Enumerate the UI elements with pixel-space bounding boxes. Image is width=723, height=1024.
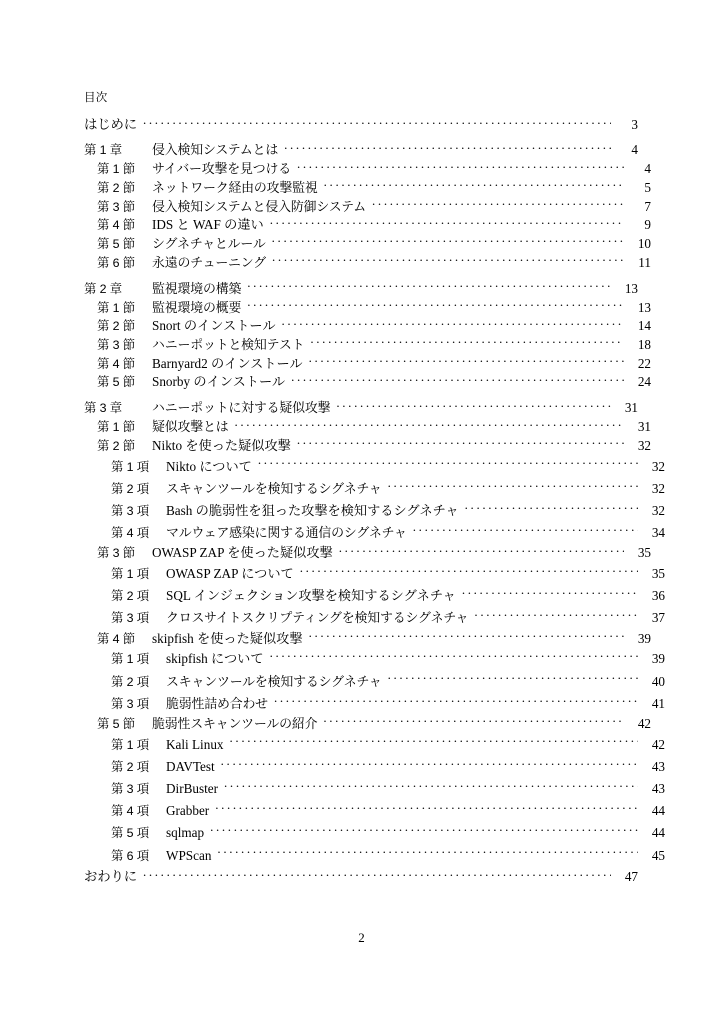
toc-leader-dots xyxy=(309,630,624,643)
toc-entry-title: 永遠のチューニング xyxy=(152,254,267,270)
toc-entry-page-number: 32 xyxy=(651,502,665,518)
toc-entry-number: 第 2 節 xyxy=(97,438,136,453)
toc-entry-number: 第 5 節 xyxy=(97,237,136,252)
toc-entry[interactable] xyxy=(84,822,665,844)
toc-leader-dots xyxy=(324,179,624,192)
toc-leader-dots xyxy=(462,587,638,600)
toc-entry-number: 第 3 節 xyxy=(97,199,136,214)
toc-leader-dots xyxy=(339,544,624,557)
toc-entry-number: 第 3 項 xyxy=(111,696,150,711)
toc-entry[interactable] xyxy=(84,355,651,374)
toc-entry-page-number: 42 xyxy=(651,736,665,752)
toc-entry-number: 第 1 項 xyxy=(111,567,150,581)
toc-entry[interactable] xyxy=(84,585,665,607)
toc-entry-page-number: 14 xyxy=(637,318,651,334)
toc-entry[interactable] xyxy=(84,437,651,456)
toc-entry-title: Snort のインストール xyxy=(152,318,276,334)
toc-entry-title: Nikto について xyxy=(166,458,252,474)
page-number-folio: 2 xyxy=(358,930,365,945)
toc-entry-title: 脆弱性スキャンツールの紹介 xyxy=(152,716,318,731)
toc-entry-page-number: 10 xyxy=(637,236,651,252)
toc-leader-dots xyxy=(247,299,624,312)
toc-entry-page-number: 39 xyxy=(637,630,651,646)
toc-entry[interactable] xyxy=(84,299,651,318)
toc-entry-title: スキャンツールを検知するシグネチャ xyxy=(166,480,382,496)
toc-leader-dots xyxy=(143,115,611,129)
toc-entry-number: 第 4 節 xyxy=(97,356,136,371)
toc-leader-dots xyxy=(217,847,638,860)
toc-entry[interactable] xyxy=(84,715,651,734)
toc-entry-number: 第 3 項 xyxy=(111,503,150,518)
toc-entry-page-number: 31 xyxy=(624,400,638,416)
toc-leader-dots xyxy=(272,254,624,267)
toc-entry-number: 第 3 節 xyxy=(97,546,136,561)
toc-entry-title: skipfish を使った疑似攻撃 xyxy=(152,630,303,646)
toc-leader-dots xyxy=(474,610,638,623)
toc-entry-page-number: 32 xyxy=(651,458,665,474)
toc-entry-page-number: 35 xyxy=(637,545,651,561)
toc-leader-dots xyxy=(234,418,624,431)
toc-entry-number: 第 1 項 xyxy=(111,459,150,474)
toc-leader-dots xyxy=(284,141,611,154)
toc-leader-dots xyxy=(224,780,638,793)
toc-entry[interactable] xyxy=(84,867,638,886)
toc-entry[interactable] xyxy=(84,845,665,867)
toc-entry-title: 侵入検知システムとは xyxy=(152,142,279,158)
toc-leader-dots xyxy=(372,198,624,211)
toc-entry-number: 第 6 節 xyxy=(97,255,136,270)
toc-entry-page-number: 3 xyxy=(631,117,638,132)
toc-entry-title: sqlmap xyxy=(166,825,205,841)
toc-entry[interactable] xyxy=(84,734,665,756)
toc-entry-title: ハニーポットに対する疑似攻撃 xyxy=(152,400,331,416)
toc-entry-title: サイバー攻撃を見つける xyxy=(152,161,291,177)
toc-entry-title: マルウェア感染に関する通信のシグネチャ xyxy=(166,525,407,541)
toc-entry-page-number: 42 xyxy=(637,716,651,731)
toc-entry-page-number: 43 xyxy=(651,781,665,796)
toc-entry-page-number: 45 xyxy=(651,847,665,863)
toc-entry-page-number: 4 xyxy=(644,161,651,177)
toc-entry-page-number: 9 xyxy=(644,217,651,233)
toc-entry[interactable] xyxy=(84,607,665,629)
toc-entry[interactable] xyxy=(84,756,665,778)
toc-entry[interactable] xyxy=(84,500,665,522)
toc-entry[interactable] xyxy=(84,478,665,500)
toc-entry-page-number: 44 xyxy=(651,825,665,841)
toc-leader-dots xyxy=(291,373,624,386)
toc-entry[interactable] xyxy=(84,456,665,478)
toc-entry-page-number: 5 xyxy=(644,179,651,195)
toc-leader-dots xyxy=(143,867,611,881)
toc-entry-page-number: 44 xyxy=(651,803,665,819)
toc-entry-title: はじめに xyxy=(84,117,137,132)
toc-entry[interactable] xyxy=(84,235,651,254)
toc-entry-title: クロスサイトスクリプティングを検知するシグネチャ xyxy=(166,610,469,626)
toc-entry-number: 第 3 項 xyxy=(111,611,150,626)
toc-entry-title: WPScan xyxy=(166,847,212,863)
toc-entry-title: DAVTest xyxy=(166,758,215,774)
toc-entry-title: 侵入検知システムと侵入防御システム xyxy=(152,198,367,214)
toc-leader-dots xyxy=(336,399,611,412)
toc-entry-page-number: 37 xyxy=(651,610,665,626)
toc-entry-page-number: 24 xyxy=(637,374,651,390)
toc-entry-number: 第 2 節 xyxy=(97,180,136,195)
toc-entry[interactable] xyxy=(84,115,638,134)
toc-entry-title: ネットワーク経由の攻撃監視 xyxy=(152,179,318,195)
toc-leader-dots xyxy=(388,480,638,493)
toc-entry-title: SQL インジェクション攻撃を検知するシグネチャ xyxy=(166,588,456,604)
toc-entry-title: IDS と WAF の違い xyxy=(152,217,264,233)
toc-entry-title: 監視環境の概要 xyxy=(152,299,242,315)
toc-entry-title: 監視環境の構築 xyxy=(152,280,242,296)
toc-entry-title: Nikto を使った疑似攻撃 xyxy=(152,437,291,453)
toc-entry-number: 第 3 章 xyxy=(84,401,123,416)
toc-entry-title: シグネチャとルール xyxy=(152,236,266,252)
toc-entry-page-number: 47 xyxy=(624,868,638,884)
toc-entry-number: 第 2 項 xyxy=(111,674,150,689)
toc-entry-title: DirBuster xyxy=(166,781,219,796)
toc-entry-number: 第 1 節 xyxy=(97,162,136,177)
toc-entry-page-number: 18 xyxy=(637,336,651,352)
toc-entry-page-number: 22 xyxy=(637,355,651,371)
toc-entry-number: 第 3 節 xyxy=(97,337,136,352)
toc-leader-dots xyxy=(270,650,638,663)
toc-entry[interactable] xyxy=(84,198,651,217)
toc-entry[interactable] xyxy=(84,671,665,693)
toc-entry-title: 疑似攻撃とは xyxy=(152,419,229,435)
toc-entry-page-number: 32 xyxy=(637,437,651,453)
toc-entry[interactable] xyxy=(84,544,651,563)
toc-entry-number: 第 5 項 xyxy=(111,826,150,841)
toc-leader-dots xyxy=(465,502,638,515)
toc-entry-number: 第 2 章 xyxy=(84,281,123,296)
toc-entry[interactable] xyxy=(84,373,651,392)
toc-leader-dots xyxy=(230,736,638,749)
page-title: 目次 xyxy=(84,92,108,104)
toc-entry-title: 脆弱性詰め合わせ xyxy=(166,695,268,711)
toc-leader-dots xyxy=(323,715,624,728)
toc-entry-number: 第 6 項 xyxy=(111,848,150,863)
toc-entry-number: 第 1 章 xyxy=(84,143,123,158)
toc-entry-title: OWASP ZAP を使った疑似攻撃 xyxy=(152,545,333,561)
toc-entry-number: 第 5 節 xyxy=(97,375,136,390)
toc-entry-page-number: 13 xyxy=(637,299,651,315)
toc-entry-page-number: 7 xyxy=(644,198,651,214)
toc-entry-title: ハニーポットと検知テスト xyxy=(152,336,305,352)
toc-leader-dots xyxy=(272,235,624,248)
toc-leader-dots xyxy=(221,758,638,771)
toc-entry[interactable] xyxy=(84,317,651,336)
toc-entry-number: 第 2 項 xyxy=(111,759,150,774)
toc-entry[interactable] xyxy=(84,399,638,418)
toc-entry-number: 第 4 項 xyxy=(111,804,150,819)
toc-entry[interactable] xyxy=(84,216,651,235)
toc-entry-page-number: 34 xyxy=(651,525,665,541)
toc-entry-page-number: 4 xyxy=(631,142,638,158)
toc-entry-title: おわりに xyxy=(84,868,137,884)
toc-entry[interactable] xyxy=(84,778,665,800)
toc-entry-number: 第 1 節 xyxy=(97,300,136,315)
toc-entry-number: 第 4 節 xyxy=(97,218,136,233)
toc-entry[interactable] xyxy=(84,630,651,649)
toc-entry-number: 第 1 項 xyxy=(111,737,150,752)
toc-leader-dots xyxy=(247,279,611,292)
toc-entry[interactable] xyxy=(84,336,651,355)
toc-entry-number: 第 4 項 xyxy=(111,526,150,541)
toc-entry-page-number: 13 xyxy=(624,280,638,296)
toc-entry-page-number: 31 xyxy=(637,419,651,435)
toc-entry-number: 第 4 節 xyxy=(97,631,136,646)
toc-entry[interactable] xyxy=(84,254,651,273)
toc-entry-title: Snorby のインストール xyxy=(152,374,286,390)
toc-entry-page-number: 32 xyxy=(651,480,665,496)
toc-leader-dots xyxy=(274,695,638,708)
toc-entry[interactable] xyxy=(84,418,651,437)
toc-entry-page-number: 43 xyxy=(651,758,665,774)
toc-entry[interactable] xyxy=(84,141,638,160)
toc-leader-dots xyxy=(413,524,638,537)
toc-entry-number: 第 3 項 xyxy=(111,782,150,796)
toc-entry-number: 第 2 項 xyxy=(111,481,150,496)
toc-entry-title: スキャンツールを検知するシグネチャ xyxy=(166,673,382,689)
toc-entry[interactable] xyxy=(84,160,651,179)
toc-entry-page-number: 39 xyxy=(651,651,665,667)
toc-entry-page-number: 40 xyxy=(651,673,665,689)
toc-leader-dots xyxy=(282,317,624,330)
toc-entry-number: 第 1 項 xyxy=(111,652,150,667)
toc-entry[interactable] xyxy=(84,179,651,198)
toc-entry-title: Grabber xyxy=(166,803,210,819)
toc-entry-title: Barnyard2 のインストール xyxy=(152,355,303,371)
toc-leader-dots xyxy=(310,336,624,349)
toc-leader-dots xyxy=(210,825,638,838)
table-of-contents xyxy=(84,115,665,886)
toc-entry[interactable] xyxy=(84,563,665,585)
toc-leader-dots xyxy=(309,355,624,368)
toc-entry-title: Kali Linux xyxy=(166,736,224,752)
toc-leader-dots xyxy=(270,216,624,229)
toc-entry-title: OWASP ZAP について xyxy=(166,566,294,581)
toc-entry-number: 第 2 節 xyxy=(97,319,136,334)
toc-entry-page-number: 41 xyxy=(651,695,665,711)
toc-leader-dots xyxy=(297,437,624,450)
toc-entry[interactable] xyxy=(84,693,665,715)
toc-entry-page-number: 35 xyxy=(651,566,665,581)
toc-entry-title: skipfish について xyxy=(166,651,264,667)
toc-entry-page-number: 11 xyxy=(638,254,651,270)
toc-entry[interactable] xyxy=(84,522,665,544)
toc-entry-number: 第 2 項 xyxy=(111,589,150,604)
toc-entry-page-number: 36 xyxy=(651,588,665,604)
toc-leader-dots xyxy=(215,802,638,815)
toc-leader-dots xyxy=(258,458,638,471)
toc-leader-dots xyxy=(297,160,624,173)
toc-entry[interactable] xyxy=(84,279,638,298)
toc-leader-dots xyxy=(300,565,638,578)
toc-entry-number: 第 5 節 xyxy=(97,717,136,731)
toc-entry[interactable] xyxy=(84,648,665,670)
toc-leader-dots xyxy=(388,673,638,686)
toc-entry-number: 第 1 節 xyxy=(97,420,136,435)
toc-entry[interactable] xyxy=(84,800,665,822)
toc-entry-title: Bash の脆弱性を狙った攻撃を検知するシグネチャ xyxy=(166,502,459,518)
